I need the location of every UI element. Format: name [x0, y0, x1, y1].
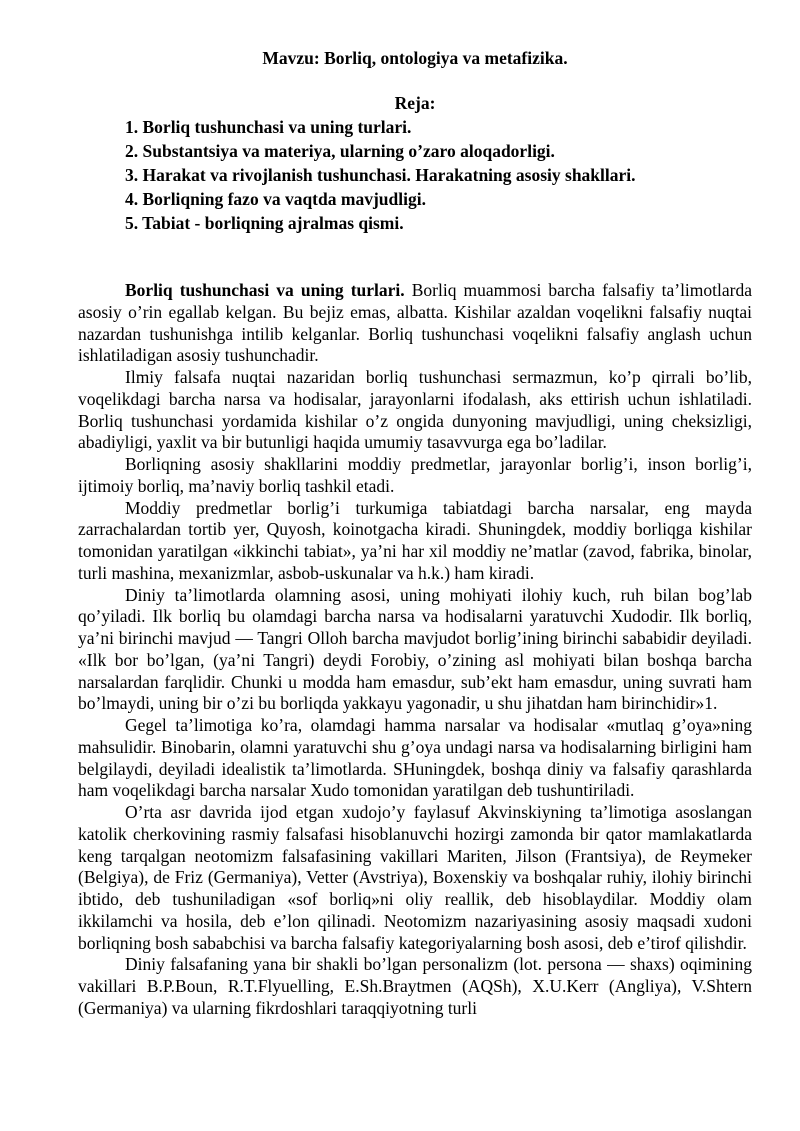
plan-item: 3. Harakat va rivojlanish tushunchasi. Harakatning asosiy shakllari. [125, 165, 636, 185]
paragraph [78, 280, 752, 367]
plan-list [78, 115, 752, 235]
plan-item: 5. Tabiat - borliqning ajralmas qismi. [125, 213, 404, 233]
plan-heading: Reja: [394, 93, 436, 113]
body-text [78, 280, 752, 1020]
paragraph: Diniy falsafaning yana bir shakli bo’lgan personalizm (lot. persona — shaxs) oqimining vakillari B.P.Boun, R.T.Flyuelling, E.Sh.Braytmen (AQSh), X.U.Kerr (Angliya), V.Shtern (Germaniya) va ularning fikrdoshlari taraqqiyotning turli [78, 954, 752, 1018]
paragraph: Diniy ta’limotlarda olamning asosi, uning mohiyati ilohiy kuch, ruh bilan bog’lab qo’yiladi. Ilk borliq bu olamdagi barcha narsa va hodisalarni yaratuvchi Xudodir. Ilk borliq, ya’ni birinchi mavjud — Tangri Olloh barcha mavjudot borlig’ining birinchi sababidir deyiladi. «Ilk bor bo’lgan, (ya’ni Tangri) deydi Forobiy, o’zining asl mohiyati bilan boshqa barcha narsalardan farqlidir. Chunki u modda ham emasdur, sub’ekt ham emasdur, uning suvrati ham bo’lmaydi, uning bir o’zi bu borliqda yakkayu yagonadir, u shu jihatdan ham birinchidir»1. [78, 584, 752, 714]
plan-item: 2. Substantsiya va materiya, ularning o’zaro aloqadorligi. [125, 141, 555, 161]
paragraph-text: Borliq muammosi barcha falsafiy ta’limotlarda asosiy o’rin egallab kelgan. Bu bejiz emas, albatta. Kishilar azaldan voqelikni falsafiy nuqtai nazardan tushunishga intilib kelganlar. Borliq tushunchasi voqelikni falsafiy anglash uchun ishlatiladigan asosiy tushunchadir. [78, 280, 752, 366]
section-heading: Borliq tushunchasi va uning turlari. [125, 280, 405, 300]
document-page [78, 46, 752, 1020]
paragraph: Moddiy predmetlar borlig’i turkumiga tabiatdagi barcha narsalar, eng mayda zarrachalardan tortib yer, Quyosh, koinotgacha kiradi. Shuningdek, moddiy borliqga kishilar tomonidan yaratilgan «ikkinchi tabiat», ya’ni har xil moddiy ne’matlar (zavod, fabrika, binolar, turli mashina, mexanizmlar, asbob-uskunalar va h.k.) ham kiradi. [78, 497, 752, 583]
document-title: Mavzu: Borliq, ontologiya va metafizika. [262, 48, 568, 68]
paragraph: Borliqning asosiy shakllarini moddiy predmetlar, jarayonlar borlig’i, inson borlig’i, ijtimoiy borliq, ma’naviy borliq tashkil etadi. [78, 454, 752, 496]
plan-item: 1. Borliq tushunchasi va uning turlari. [125, 117, 412, 137]
plan-item: 4. Borliqning fazo va vaqtda mavjudligi. [125, 189, 426, 209]
paragraph: Gegel ta’limotiga ko’ra, olamdagi hamma narsalar va hodisalar «mutlaq g’oya»ning mahsulidir. Binobarin, olamni yaratuvchi shu g’oya undagi narsa va hodisalarning birligini ham belgilaydi, deyiladi idealistik ta’limotlarda. SHuningdek, boshqa diniy va falsafiy qarashlarda ham voqelikdagi barcha narsalar Xudo tomonidan yaratilgan deb tushuntiriladi. [78, 715, 752, 801]
paragraph: Ilmiy falsafa nuqtai nazaridan borliq tushunchasi sermazmun, ko’p qirrali bo’lib, voqelikdagi barcha narsa va hodisalar, jarayonlarni ifodalash, aks ettirish uchun ishlatiladi. Borliq tushunchasi yordamida kishilar o’z ongida dunyoning mavjudligi, uning cheksizligi, abadiyligi, yaxlit va bir butunligi haqida umumiy tasavvurga ega bo’ladilar. [78, 367, 752, 453]
paragraph: O’rta asr davrida ijod etgan xudojo’y faylasuf Akvinskiyning ta’limotiga asoslangan katolik cherkovining rasmiy falsafasi hisoblanuvchi hozirgi zamonda bir qator mamlakatlarda keng tarqalgan neotomizm falsafasining vakillari Mariten, Jilson (Frantsiya), de Reymeker (Belgiya), de Friz (Germaniya), Vetter (Avstriya), Boxenskiy va boshqalar ruhiy, ilohiy birinchi ibtido, deb tushuniladigan «sof borliq»ni oliy reallik, deb hisoblaydilar. Moddiy olam ikkilamchi va hosila, deb e’lon qilinadi. Neotomizm nazariyasining asosiy maqsadi xudoni borliqning bosh sababchisi va barcha falsafiy kategoriyalarning bosh asosi, deb e’tirof qilishdir. [78, 802, 752, 953]
